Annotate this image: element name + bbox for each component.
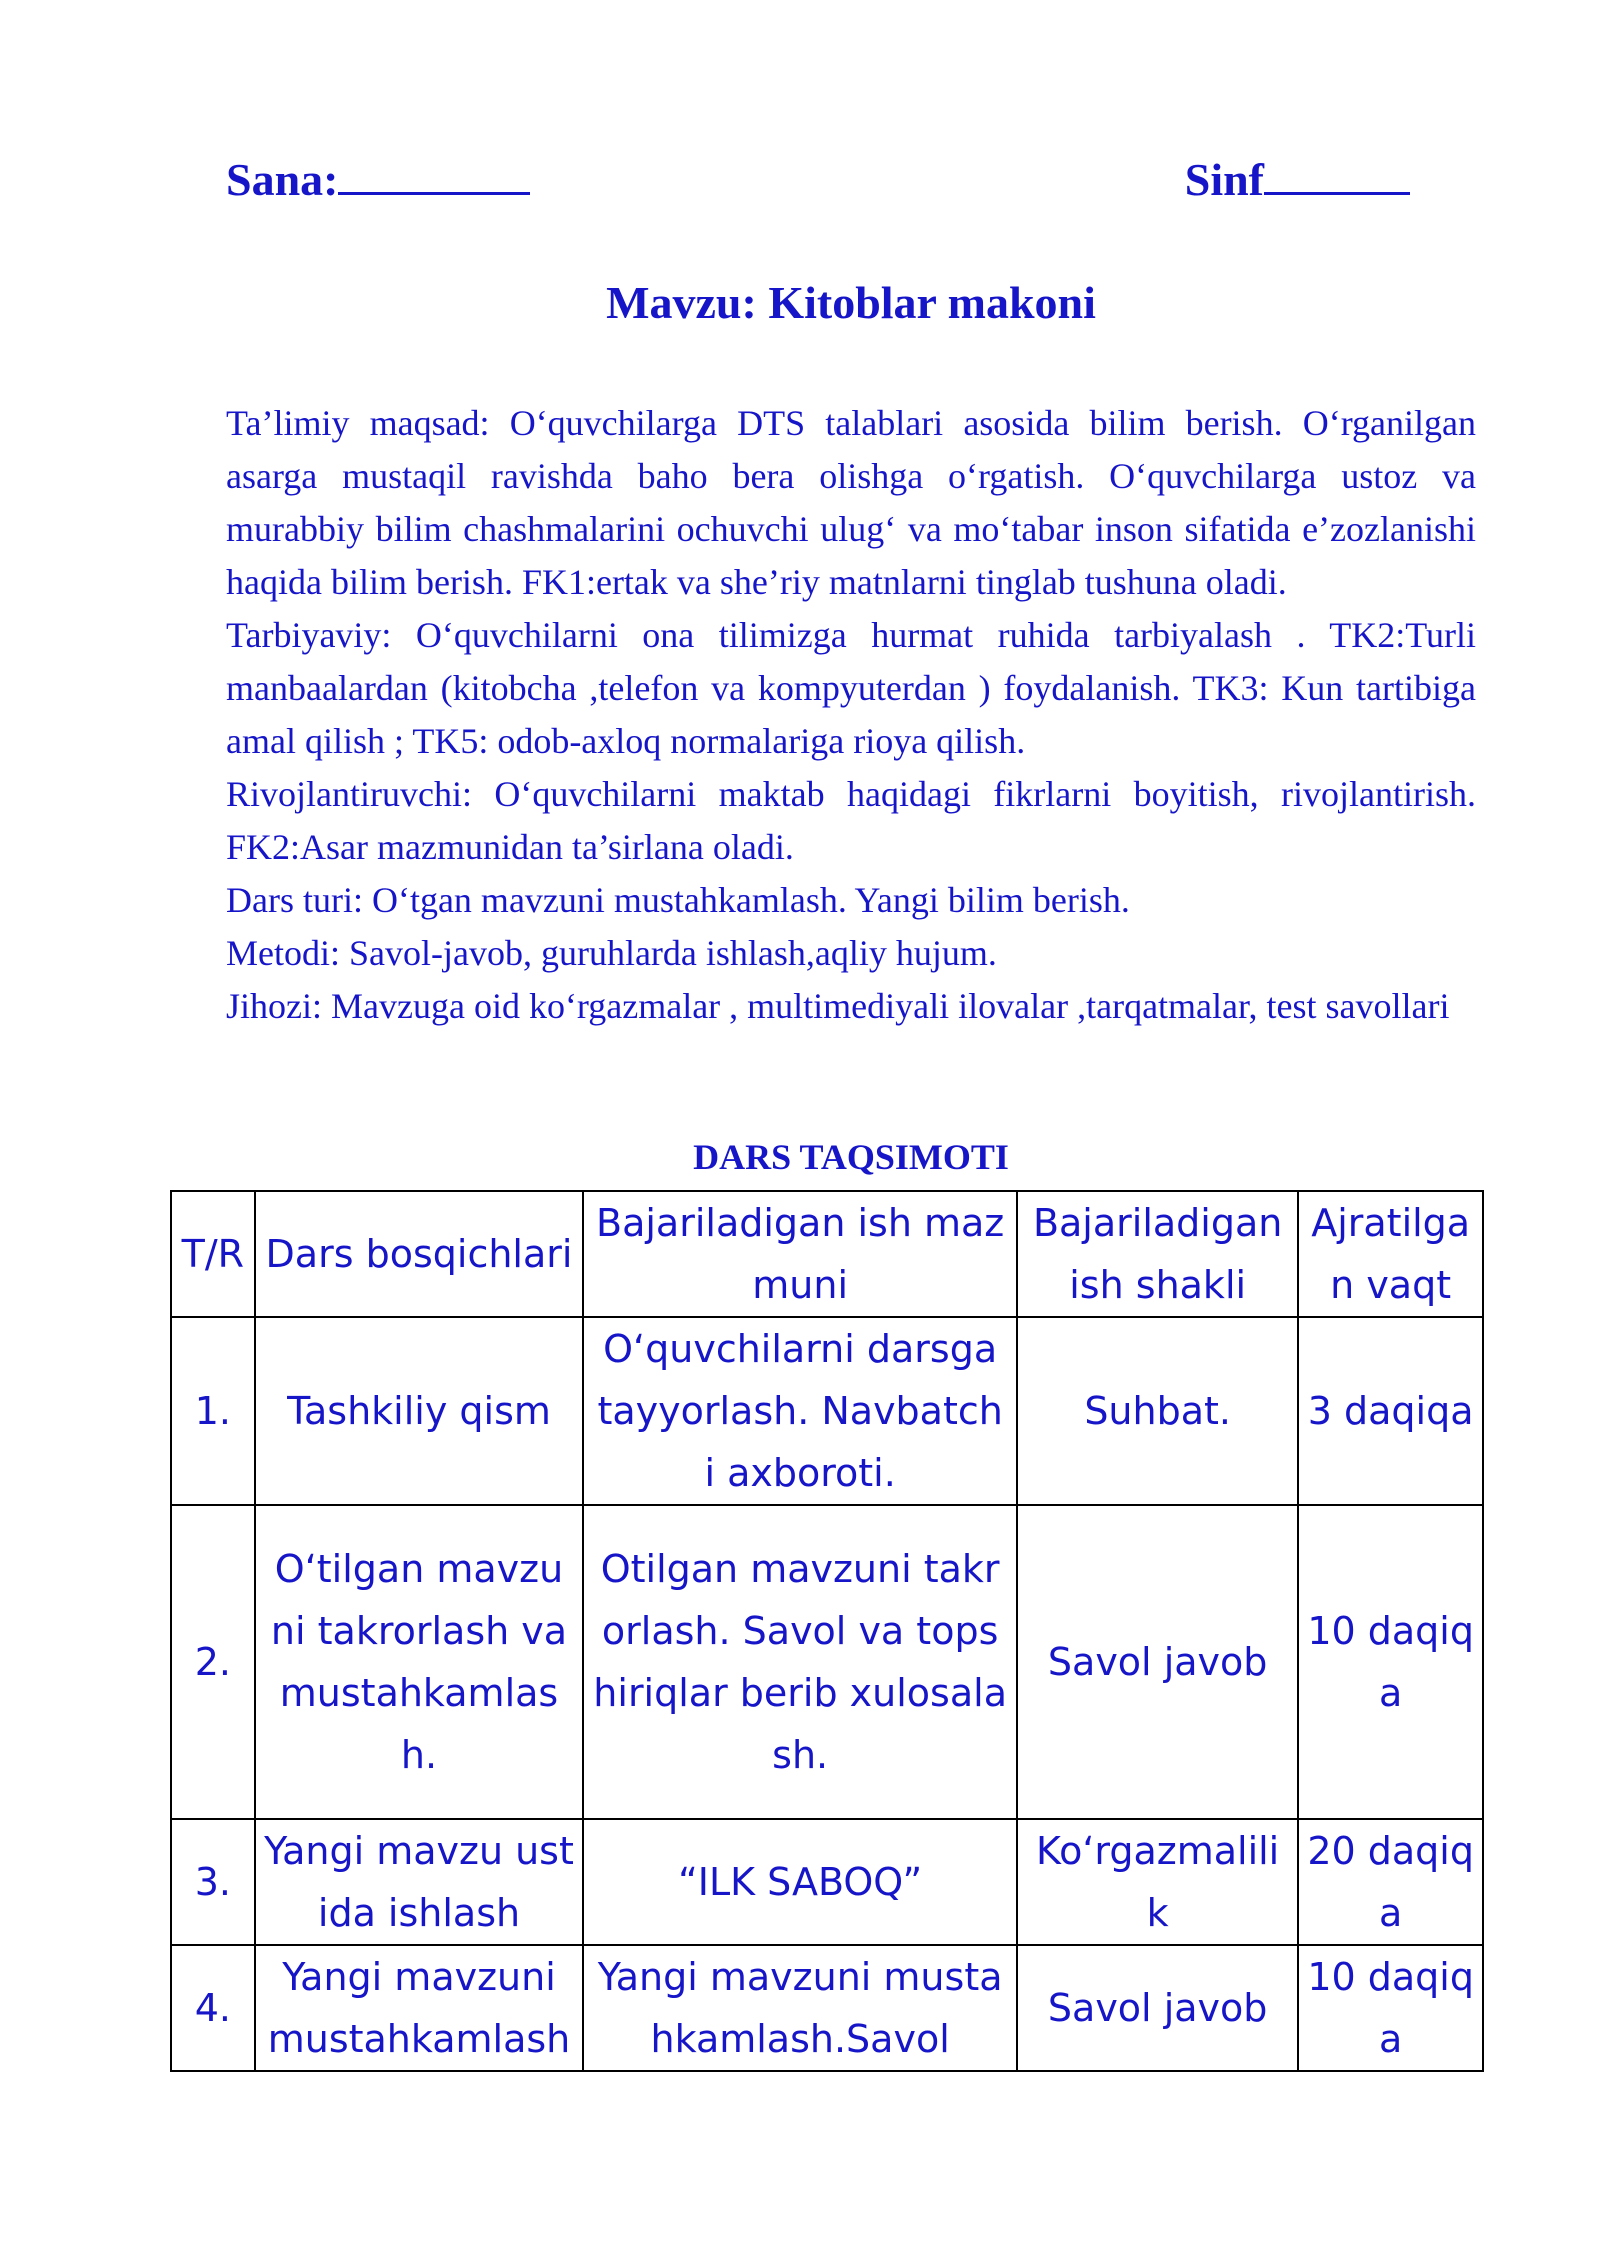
cell-number: 1.: [171, 1317, 255, 1505]
cell-form: Savol javob: [1017, 1505, 1298, 1819]
header-cell-form: Bajariladigan ish shakli: [1017, 1191, 1298, 1317]
header-cell-stages: Dars bosqichlari: [255, 1191, 584, 1317]
table-row: [171, 1505, 1483, 1819]
paragraph-educational-goal: Ta’limiy maqsad: O‘quvchilarga DTS talablari asosida bilim berish. O‘rganilgan asarga mustaqil ravishda baho bera olishga o‘rgatish. O‘quvchilarga ustoz va murabbiy bilim chashmalarini ochuvchi ulug‘ va mo‘tabar inson sifatida e’zozlanishi haqida bilim berish. FK1:ertak va she’riy matnlarni tinglab tushuna oladi.: [226, 403, 1476, 602]
header-row: [226, 150, 1410, 220]
table-row: [171, 1317, 1483, 1505]
header-cell-time: Ajratilgan vaqt: [1298, 1191, 1483, 1317]
cell-time: 10 daqiqa: [1298, 1505, 1483, 1819]
cell-form: Savol javob: [1017, 1945, 1298, 2071]
lesson-distribution-table: [170, 1190, 1484, 2072]
date-label: Sana:: [226, 154, 339, 205]
cell-time: 10 daqiqa: [1298, 1945, 1483, 2071]
date-field: [226, 150, 530, 206]
date-blank-line: [338, 150, 530, 195]
cell-number: 2.: [171, 1505, 255, 1819]
cell-stage-text: Yangi mavzuni mustahkamlash: [267, 1955, 571, 2061]
page-title: Mavzu: Kitoblar makoni: [606, 277, 1096, 328]
cell-content: O‘quvchilarni darsga tayyorlash. Navbatchi axboroti.: [583, 1317, 1017, 1505]
cell-content: “ILK SABOQ”: [583, 1819, 1017, 1945]
paragraph-upbringing-goal: Tarbiyaviy: O‘quvchilarni ona tilimizga hurmat ruhida tarbiyalash . TK2:Turli manbaalardan (kitobcha ,telefon va kompyuterdan ) foydalanish. TK3: Kun tartibiga amal qilish ; TK5: odob-axloq normalariga rioya qilish.: [226, 615, 1476, 761]
header-cell-content: Bajariladigan ish mazmuni: [583, 1191, 1017, 1317]
cell-time: 3 daqiqa: [1298, 1317, 1483, 1505]
paragraph-lesson-type: Dars turi: O‘tgan mavzuni mustahkamlash. Yangi bilim berish.: [226, 880, 1130, 920]
class-label: Sinf: [1184, 154, 1264, 205]
table-row: [171, 1819, 1483, 1945]
cell-content: Otilgan mavzuni takrorlash. Savol va topshiriqlar berib xulosalash.: [583, 1505, 1017, 1819]
table-row: [171, 1945, 1483, 2071]
paragraph-equipment: Jihozi: Mavzuga oid ko‘rgazmalar , multimediyali ilovalar ,tarqatmalar, test savollari: [226, 986, 1450, 1026]
table-header-row: [171, 1191, 1483, 1317]
cell-content-text: Yangi mavzuni mustahkamlash.Savol: [597, 1955, 1003, 2061]
header-cell-number: T/R: [171, 1191, 255, 1317]
cell-form: Ko‘rgazmalilik: [1017, 1819, 1298, 1945]
cell-stage: Yangi mavzu ustida ishlash: [255, 1819, 584, 1945]
cell-number: 4.: [171, 1945, 255, 2071]
paragraph-developmental-goal: Rivojlantiruvchi: O‘quvchilarni maktab haqidagi fikrlarni boyitish, rivojlantirish. FK2:Asar mazmunidan ta’sirlana oladi.: [226, 774, 1476, 867]
cell-time: 20 daqiqa: [1298, 1819, 1483, 1945]
cell-stage: O‘tilgan mavzuni takrorlash va mustahkamlash.: [255, 1505, 584, 1819]
cell-stage: Tashkiliy qism: [255, 1317, 584, 1505]
cell-stage: [255, 1945, 584, 2071]
cell-form: Suhbat.: [1017, 1317, 1298, 1505]
class-field: [1185, 150, 1410, 206]
cell-content: [583, 1945, 1017, 2071]
lesson-objectives: [226, 397, 1476, 1033]
paragraph-method: Metodi: Savol-javob, guruhlarda ishlash,aqliy hujum.: [226, 933, 997, 973]
class-blank-line: [1264, 150, 1410, 195]
cell-number: 3.: [171, 1819, 255, 1945]
table-title: DARS TAQSIMOTI: [693, 1137, 1009, 1177]
